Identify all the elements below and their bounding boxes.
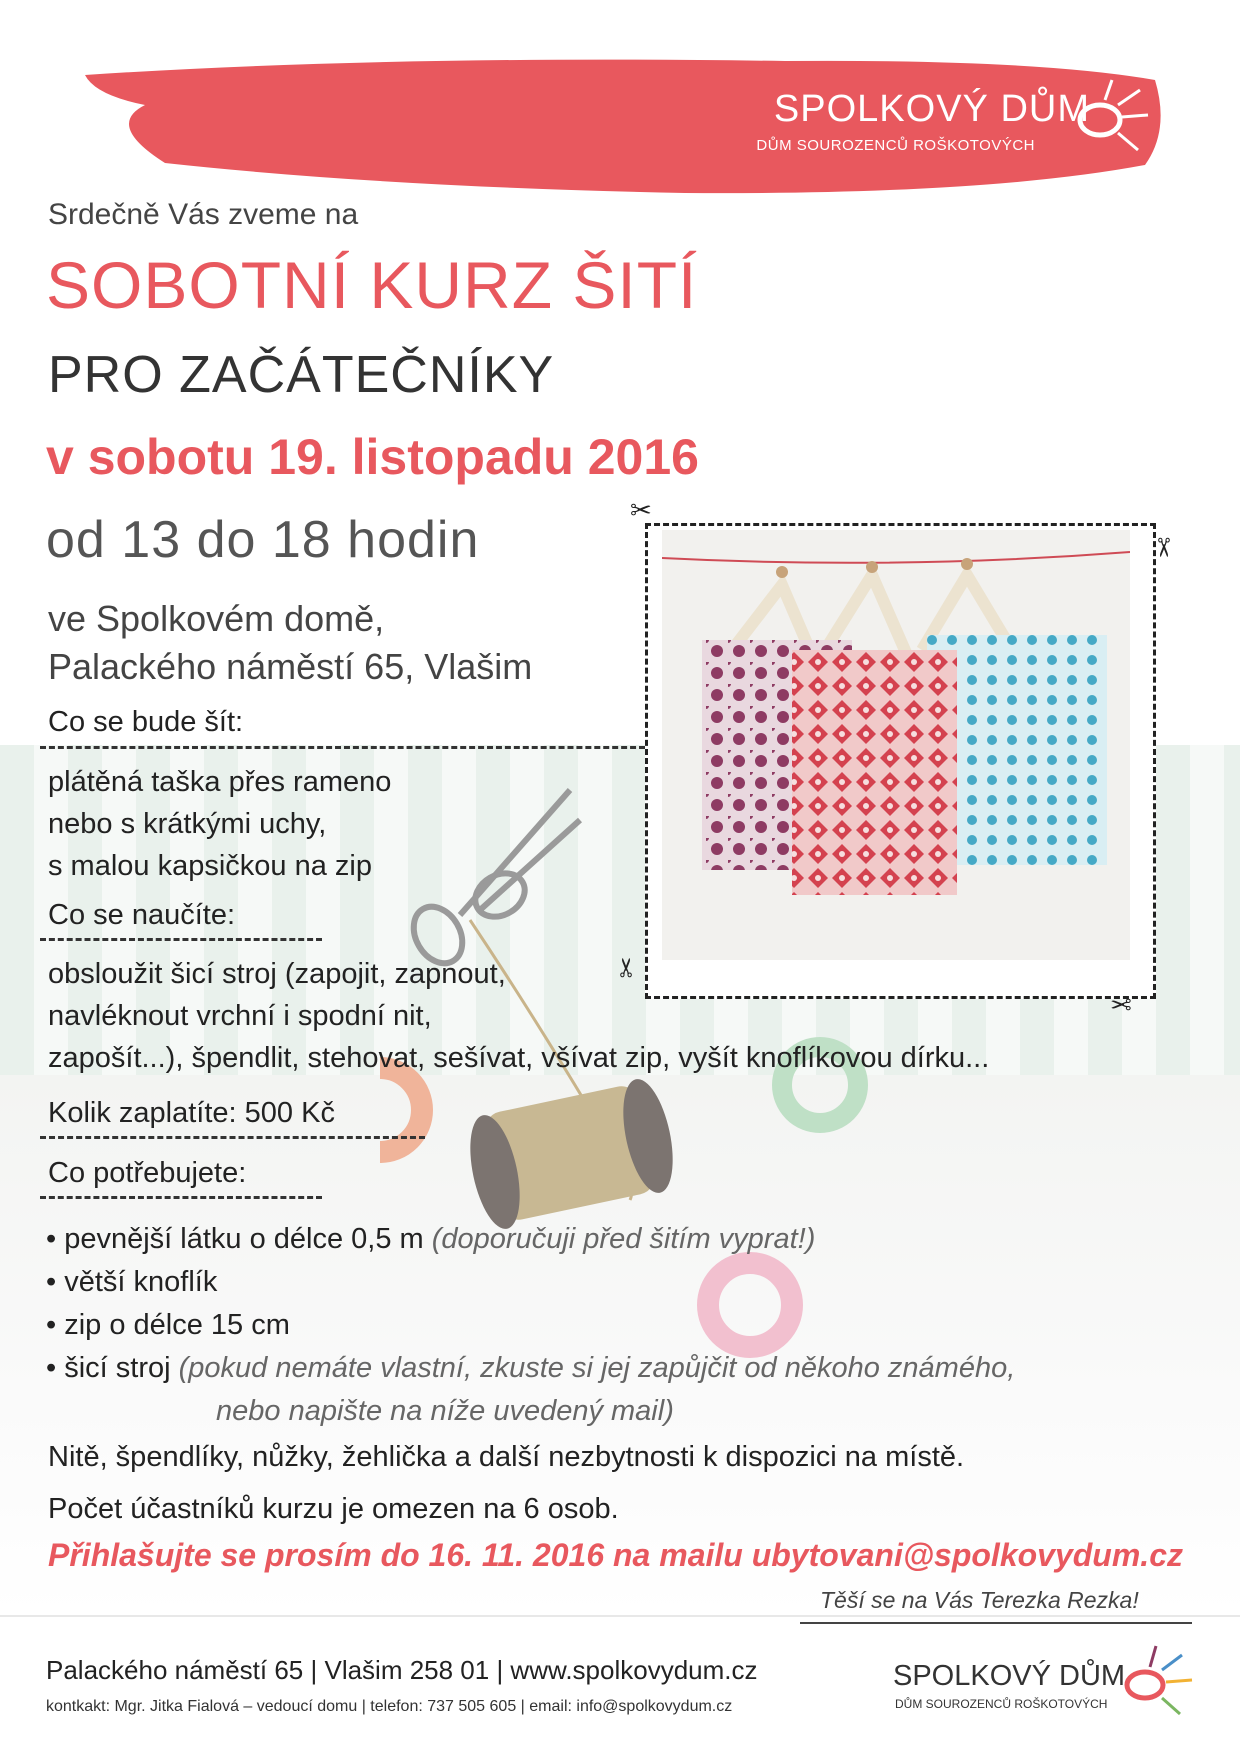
venue-line-2: Palackého náměstí 65, Vlašim	[48, 646, 533, 687]
footer-contact: kontkakt: Mgr. Jitka Fialová – vedoucí domu | telefon: 737 505 605 | email: info@spolkovydum.cz	[46, 1698, 733, 1715]
list-item-note: (doporučuji před šitím vyprat!)	[431, 1223, 816, 1255]
course-title: SOBOTNÍ KURZ ŠITÍ	[46, 248, 698, 322]
course-time: od 13 do 18 hodin	[46, 511, 480, 569]
invite-intro: Srdečně Vás zveme na	[48, 198, 359, 231]
washi-tape-peach	[380, 1068, 422, 1152]
what-line: s malou kapsičkou na zip	[48, 850, 372, 882]
course-subtitle: PRO ZAČÁTEČNÍKY	[48, 346, 555, 404]
learn-line: obsloužit šicí stroj (zapojit, zapnout,	[48, 958, 506, 990]
need-divider	[40, 1196, 322, 1199]
list-item: • větší knoflík	[46, 1266, 218, 1298]
list-item: • zip o délce 15 cm	[46, 1309, 290, 1341]
scissors-icon: ✂	[611, 956, 642, 979]
scissors-icon: ✂	[1148, 536, 1179, 559]
tote-bags-photo	[662, 530, 1130, 960]
list-item-note: (pokud nemáte vlastní, zkuste si jej zapůjčit od někoho známého,	[178, 1352, 1016, 1384]
sun-logo-icon	[1110, 1640, 1200, 1730]
header-logo-subtitle: DŮM SOUROZENCŮ ROŠKOTOVÝCH	[756, 137, 1035, 154]
provided-text: Nitě, špendlíky, nůžky, žehlička a další nezbytnosti k dispozici na místě.	[48, 1441, 965, 1473]
need-heading: Co potřebujete:	[48, 1157, 247, 1189]
what-heading: Co se bude šít:	[48, 706, 244, 738]
learn-line: navléknout vrchní i spodní nit,	[48, 1000, 432, 1032]
price-heading: Kolik zaplatíte: 500 Kč	[48, 1097, 335, 1129]
capacity-text: Počet účastníků kurzu je omezen na 6 osob.	[48, 1493, 619, 1525]
footer-address: Palackého náměstí 65 | Vlašim 258 01 | www.spolkovydum.cz	[46, 1655, 758, 1685]
what-divider	[40, 746, 645, 749]
what-description	[48, 761, 391, 887]
learn-description	[48, 953, 989, 1079]
learn-divider	[40, 938, 322, 941]
signup-text: Přihlašujte se prosím do 16. 11. 2016 na mailu ubytovani@spolkovydum.cz	[48, 1537, 1183, 1573]
list-item: • pevnější látku o délce 0,5 m (doporučuji před šitím vyprat!)	[46, 1223, 816, 1255]
course-date: v sobotu 19. listopadu 2016	[46, 429, 699, 485]
header-logo-title: SPOLKOVÝ DŮM	[773, 88, 1090, 130]
what-line: plátěná taška přes rameno	[48, 766, 392, 798]
thanks-underline	[800, 1622, 1192, 1624]
list-item-note-continued: nebo napište na níže uvedený mail)	[216, 1395, 674, 1427]
price-divider	[40, 1136, 425, 1139]
list-item: • šicí stroj (pokud nemáte vlastní, zkuste si jej zapůjčit od někoho známého,	[46, 1352, 1016, 1384]
need-list	[46, 1218, 1015, 1433]
twine-spool-prop	[461, 1075, 681, 1234]
what-line: nebo s krátkými uchy,	[48, 808, 327, 840]
learn-heading: Co se naučíte:	[48, 899, 235, 931]
sun-logo-icon	[1060, 75, 1150, 165]
learn-line: zapošít...), špendlit, stehovat, sešívat, všívat zip, vyšít knoflíkovou dírku...	[48, 1042, 990, 1074]
footer-logo-title: SPOLKOVÝ DŮM	[893, 1660, 1126, 1692]
scissors-icon: ✂	[630, 495, 652, 525]
footer-divider	[0, 1615, 1240, 1617]
venue-line-1: ve Spolkovém domě,	[48, 598, 385, 639]
footer-logo-subtitle: DŮM SOUROZENCŮ ROŠKOTOVÝCH	[895, 1697, 1108, 1711]
scissors-prop	[404, 790, 580, 972]
scissors-icon: ✂	[1110, 989, 1132, 1019]
thanks-text: Těší se na Vás Terezka Rezka!	[820, 1587, 1139, 1613]
course-venue	[48, 595, 532, 691]
